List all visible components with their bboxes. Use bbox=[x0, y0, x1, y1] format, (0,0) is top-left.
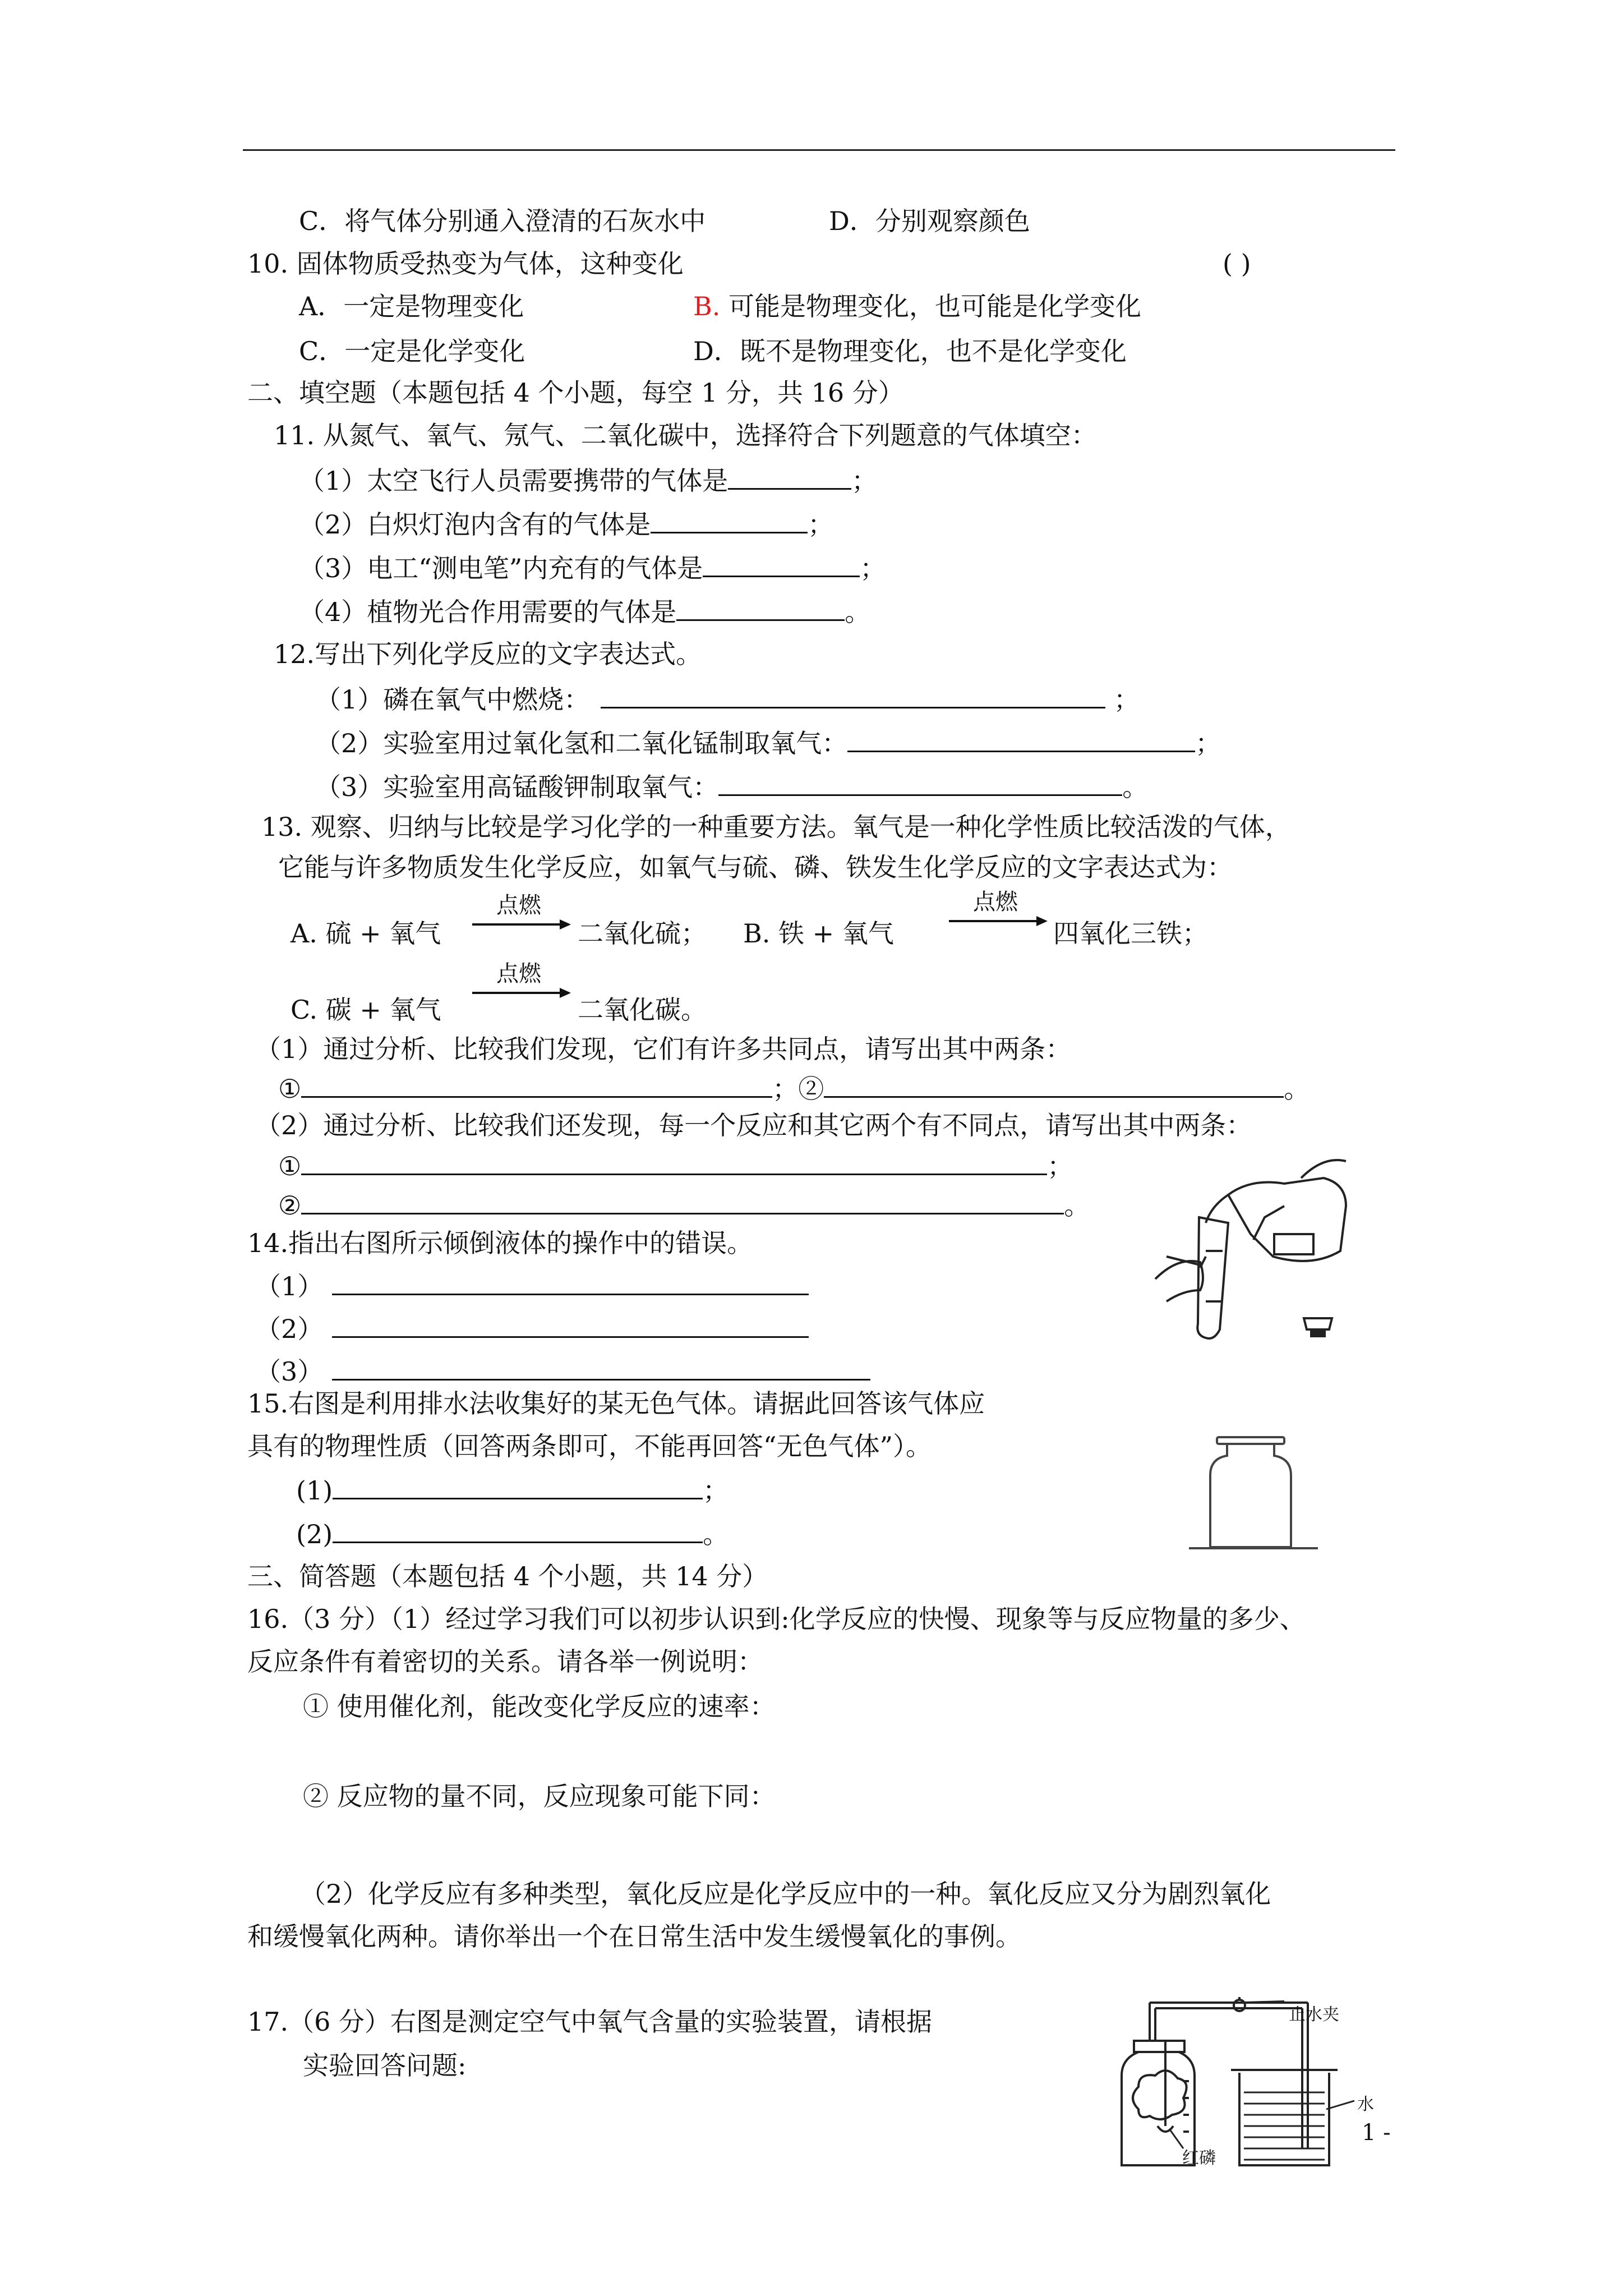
q13-separator: ；② bbox=[772, 1074, 824, 1104]
answer-blank[interactable] bbox=[728, 463, 851, 490]
phosphorus-label: 红磷 bbox=[1182, 2148, 1216, 2168]
q14-item-3-label: （3） bbox=[255, 1356, 324, 1387]
arrow-condition: 点燃 bbox=[496, 892, 541, 918]
option-10b bbox=[693, 291, 1141, 322]
arrow-condition: 点燃 bbox=[973, 889, 1018, 915]
answer-blank[interactable] bbox=[676, 595, 845, 621]
option-10a: A．一定是物理变化 bbox=[299, 291, 524, 321]
header-rule bbox=[243, 149, 1395, 151]
option-10c: C．一定是化学变化 bbox=[299, 336, 525, 366]
q14-item-1 bbox=[255, 1269, 809, 1302]
q12-item-2-text: （2）实验室用过氧化氢和二氧化锰制取氧气： bbox=[315, 728, 848, 758]
q13-part-1: （1）通过分析、比较我们发现，它们有许多共同点，请写出其中两条： bbox=[255, 1034, 1072, 1064]
answer-blank[interactable] bbox=[332, 1354, 870, 1381]
q11-item-3-end: ； bbox=[860, 553, 886, 583]
answer-blank[interactable] bbox=[332, 1269, 809, 1295]
arrow-icon bbox=[471, 918, 572, 935]
reaction-arrow-b bbox=[948, 889, 1049, 928]
option-10b-letter: B. bbox=[693, 291, 721, 321]
q12-item-2 bbox=[315, 726, 1221, 759]
water-label: 水 bbox=[1357, 2095, 1374, 2114]
answer-blank[interactable] bbox=[824, 1071, 1284, 1098]
q12-item-1-text: （1）磷在氧气中燃烧： bbox=[315, 684, 590, 715]
answer-blank[interactable] bbox=[301, 1071, 772, 1098]
q12-item-1-end: ； bbox=[1105, 684, 1140, 715]
q11-item-2-text: （2）白炽灯泡内含有的气体是 bbox=[299, 509, 651, 540]
answer-blank[interactable] bbox=[651, 507, 808, 533]
q14-item-2 bbox=[255, 1312, 809, 1345]
answer-blank[interactable] bbox=[333, 1517, 703, 1543]
equation-b-right: 四氧化三铁； bbox=[1053, 918, 1208, 949]
question-17-stem-1: 17.（6 分）右图是测定空气中氧气含量的实验装置，请根据 bbox=[247, 2007, 933, 2037]
question-14-stem: 14.指出右图所示倾倒液体的操作中的错误。 bbox=[247, 1228, 753, 1258]
q11-item-3 bbox=[299, 551, 886, 584]
equation-a-left: A. 硫 + 氧气 bbox=[291, 918, 441, 949]
question-13-stem-2: 它能与许多物质发生化学反应，如氧气与硫、磷、铁发生化学反应的文字表达式为： bbox=[278, 852, 1233, 882]
question-12-stem: 12.写出下列化学反应的文字表达式。 bbox=[274, 639, 702, 669]
circled-number: ② bbox=[278, 1190, 302, 1221]
clamp-label: 止水夹 bbox=[1289, 2005, 1339, 2024]
reaction-arrow-a bbox=[471, 892, 572, 931]
q13-end: ； bbox=[1047, 1151, 1073, 1181]
q15-item-2-end: 。 bbox=[703, 1519, 729, 1549]
question-11-stem: 11. 从氮气、氧气、氖气、二氧化碳中，选择符合下列题意的气体填空： bbox=[274, 420, 1097, 450]
q16-item-1: ① 使用催化剂，能改变化学反应的速率： bbox=[303, 1691, 776, 1722]
q15-item-1-label: (1) bbox=[296, 1475, 333, 1506]
equation-a-right: 二氧化硫； bbox=[578, 918, 707, 949]
answer-blank[interactable] bbox=[847, 726, 1195, 752]
q11-item-4 bbox=[299, 595, 870, 628]
arrow-icon bbox=[948, 914, 1049, 931]
q12-item-3-text: （3）实验室用高锰酸钾制取氧气： bbox=[315, 772, 719, 802]
q15-item-1-end: ； bbox=[703, 1475, 729, 1506]
q11-item-1-text: （1）太空飞行人员需要携带的气体是 bbox=[299, 466, 728, 496]
page-number: 1 - bbox=[1362, 2120, 1391, 2146]
q13-part-2-answer-1 bbox=[278, 1149, 1073, 1182]
gas-bottle-figure bbox=[1183, 1425, 1324, 1559]
q15-item-2-label: (2) bbox=[296, 1519, 333, 1549]
answer-blank[interactable] bbox=[332, 1312, 809, 1338]
q13-part-1-answers bbox=[278, 1071, 1310, 1105]
q11-item-4-text: （4）植物光合作用需要的气体是 bbox=[299, 597, 677, 627]
q13-end: 。 bbox=[1284, 1074, 1310, 1104]
q11-item-4-end: 。 bbox=[845, 597, 871, 627]
option-9c: C．将气体分别通入澄清的石灰水中 bbox=[299, 206, 706, 236]
question-15-stem-2: 具有的物理性质（回答两条即可，不能再回答“无色气体”）。 bbox=[247, 1431, 932, 1461]
question-17-stem-2: 实验回答问题: bbox=[303, 2050, 467, 2081]
arrow-condition: 点燃 bbox=[496, 961, 541, 987]
q11-item-2 bbox=[299, 507, 833, 540]
section-3-title: 三、简答题（本题包括 4 个小题，共 14 分） bbox=[247, 1561, 768, 1591]
answer-paren: ( ) bbox=[1223, 249, 1251, 279]
answer-blank[interactable] bbox=[601, 682, 1105, 708]
question-16-stem-1: 16.（3 分）（1）经过学习我们可以初步认识到:化学反应的快慢、现象等与反应物量的多少、 bbox=[247, 1604, 1306, 1634]
section-2-title: 二、填空题（本题包括 4 个小题，每空 1 分，共 16 分） bbox=[247, 378, 904, 408]
q11-item-1-end: ； bbox=[851, 466, 878, 496]
answer-blank[interactable] bbox=[301, 1188, 1064, 1214]
q13-part-2-answer-2 bbox=[278, 1188, 1090, 1221]
equation-c-left: C. 碳 + 氧气 bbox=[291, 995, 441, 1025]
option-10d: D．既不是物理变化，也不是化学变化 bbox=[693, 336, 1127, 366]
q12-item-3-end: 。 bbox=[1122, 772, 1149, 802]
q16-part-2-line-2: 和缓慢氧化两种。请你举出一个在日常生活中发生缓慢氧化的事例。 bbox=[247, 1921, 1021, 1952]
q12-item-3 bbox=[315, 770, 1148, 803]
q15-item-1 bbox=[296, 1473, 728, 1506]
q11-item-1 bbox=[299, 463, 877, 496]
pouring-liquid-figure bbox=[1144, 1144, 1357, 1352]
q14-item-2-label: （2） bbox=[255, 1314, 324, 1344]
answer-blank[interactable] bbox=[718, 770, 1122, 796]
option-9d: D．分别观察颜色 bbox=[829, 206, 1030, 236]
reaction-arrow-c bbox=[471, 960, 572, 1000]
equation-c-right: 二氧化碳。 bbox=[578, 995, 707, 1025]
q11-item-2-end: ； bbox=[808, 509, 834, 540]
equation-b-left: B. 铁 + 氧气 bbox=[743, 918, 894, 949]
option-10b-text: 可能是物理变化，也可能是化学变化 bbox=[720, 291, 1142, 321]
q15-item-2 bbox=[296, 1517, 728, 1550]
circled-number: ① bbox=[278, 1074, 302, 1104]
q14-item-3 bbox=[255, 1354, 870, 1387]
arrow-icon bbox=[471, 986, 572, 1003]
question-13-stem-1: 13. 观察、归纳与比较是学习化学的一种重要方法。氧气是一种化学性质比较活泼的气体， bbox=[261, 812, 1291, 842]
q11-item-3-text: （3）电工“测电笔”内充有的气体是 bbox=[299, 553, 703, 583]
answer-blank[interactable] bbox=[301, 1149, 1047, 1175]
q12-item-1 bbox=[315, 682, 1140, 715]
answer-blank[interactable] bbox=[703, 551, 860, 577]
q14-item-1-label: （1） bbox=[255, 1271, 324, 1301]
q13-end: 。 bbox=[1064, 1190, 1090, 1221]
q16-part-2-line-1: （2）化学反应有多种类型，氧化反应是化学反应中的一种。氧化反应又分为剧烈氧化 bbox=[300, 1879, 1271, 1909]
q12-item-2-end: ； bbox=[1195, 728, 1221, 758]
question-16-stem-2: 反应条件有着密切的关系。请各举一例说明： bbox=[247, 1646, 763, 1677]
question-10-stem: 10. 固体物质受热变为气体，这种变化 bbox=[247, 249, 684, 279]
circled-number: ① bbox=[278, 1151, 302, 1181]
q16-item-2: ② 反应物的量不同，反应现象可能下同： bbox=[303, 1781, 776, 1811]
q13-part-2: （2）通过分析、比较我们还发现，每一个反应和其它两个有不同点，请写出其中两条： bbox=[255, 1110, 1252, 1140]
answer-blank[interactable] bbox=[333, 1473, 703, 1499]
question-15-stem-1: 15.右图是利用排水法收集好的某无色气体。请据此回答该气体应 bbox=[247, 1388, 985, 1419]
